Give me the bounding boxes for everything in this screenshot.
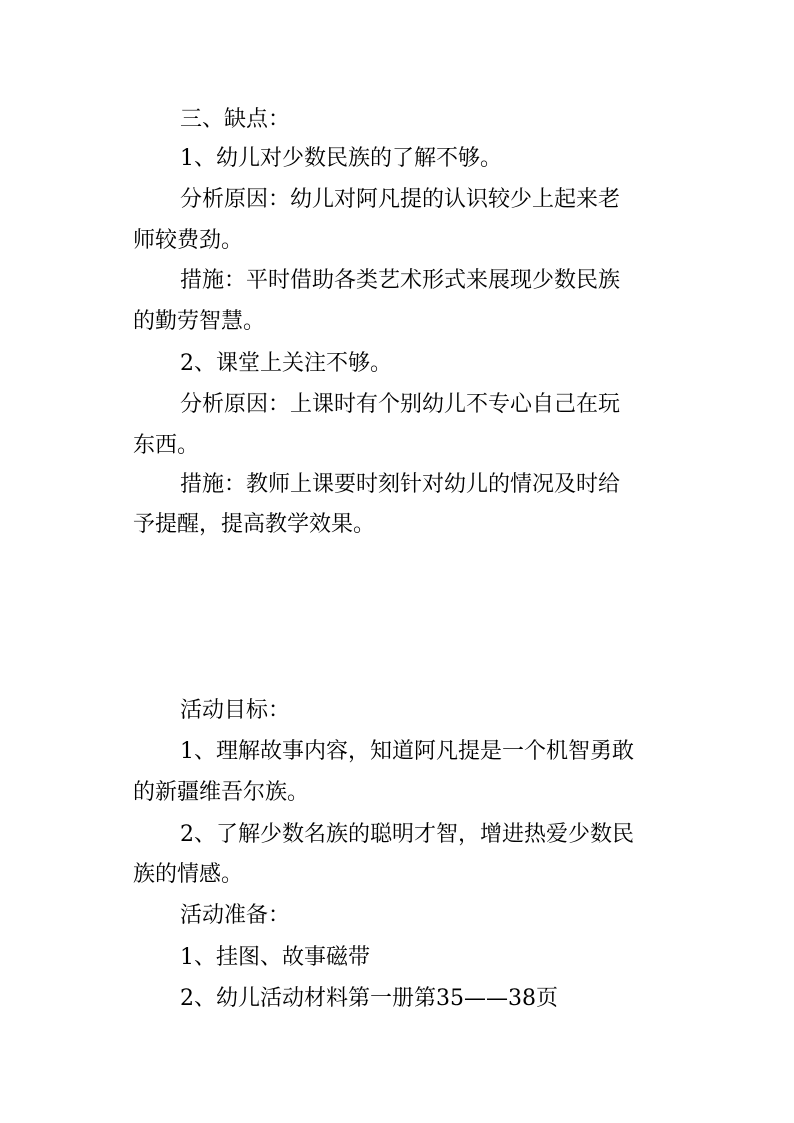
paragraph-line: 1、幼儿对少数民族的了解不够。 xyxy=(180,146,502,171)
paragraph-line: 2、幼儿活动材料第一册第35——38页 xyxy=(180,986,558,1011)
paragraph-line: 师较费劲。 xyxy=(133,228,244,253)
paragraph-line: 措施：教师上课要时刻针对幼儿的情况及时给 xyxy=(180,472,621,497)
paragraph-line: 措施：平时借助各类艺术形式来展现少数民族 xyxy=(180,268,621,293)
paragraph-line: 2、了解少数名族的聪明才智，增进热爱少数民 xyxy=(180,822,634,847)
paragraph-line: 1、挂图、故事磁带 xyxy=(180,945,370,970)
paragraph-line: 予提醒，提高教学效果。 xyxy=(133,512,376,537)
paragraph-line: 族的情感。 xyxy=(133,862,244,887)
preparation-heading: 活动准备： xyxy=(180,903,291,928)
paragraph-line: 2、课堂上关注不够。 xyxy=(180,351,392,376)
paragraph-line: 东西。 xyxy=(133,433,200,458)
paragraph-line: 1、理解故事内容，知道阿凡提是一个机智勇敢 xyxy=(180,739,634,764)
paragraph-line: 的勤劳智慧。 xyxy=(133,309,266,334)
paragraph-line: 分析原因：上课时有个别幼儿不专心自己在玩 xyxy=(180,392,621,417)
paragraph-line: 分析原因：幼儿对阿凡提的认识较少上起来老 xyxy=(180,187,621,212)
paragraph-line: 的新疆维吾尔族。 xyxy=(133,780,310,805)
shortcomings-heading: 三、缺点： xyxy=(180,107,291,132)
objectives-heading: 活动目标： xyxy=(180,698,291,723)
